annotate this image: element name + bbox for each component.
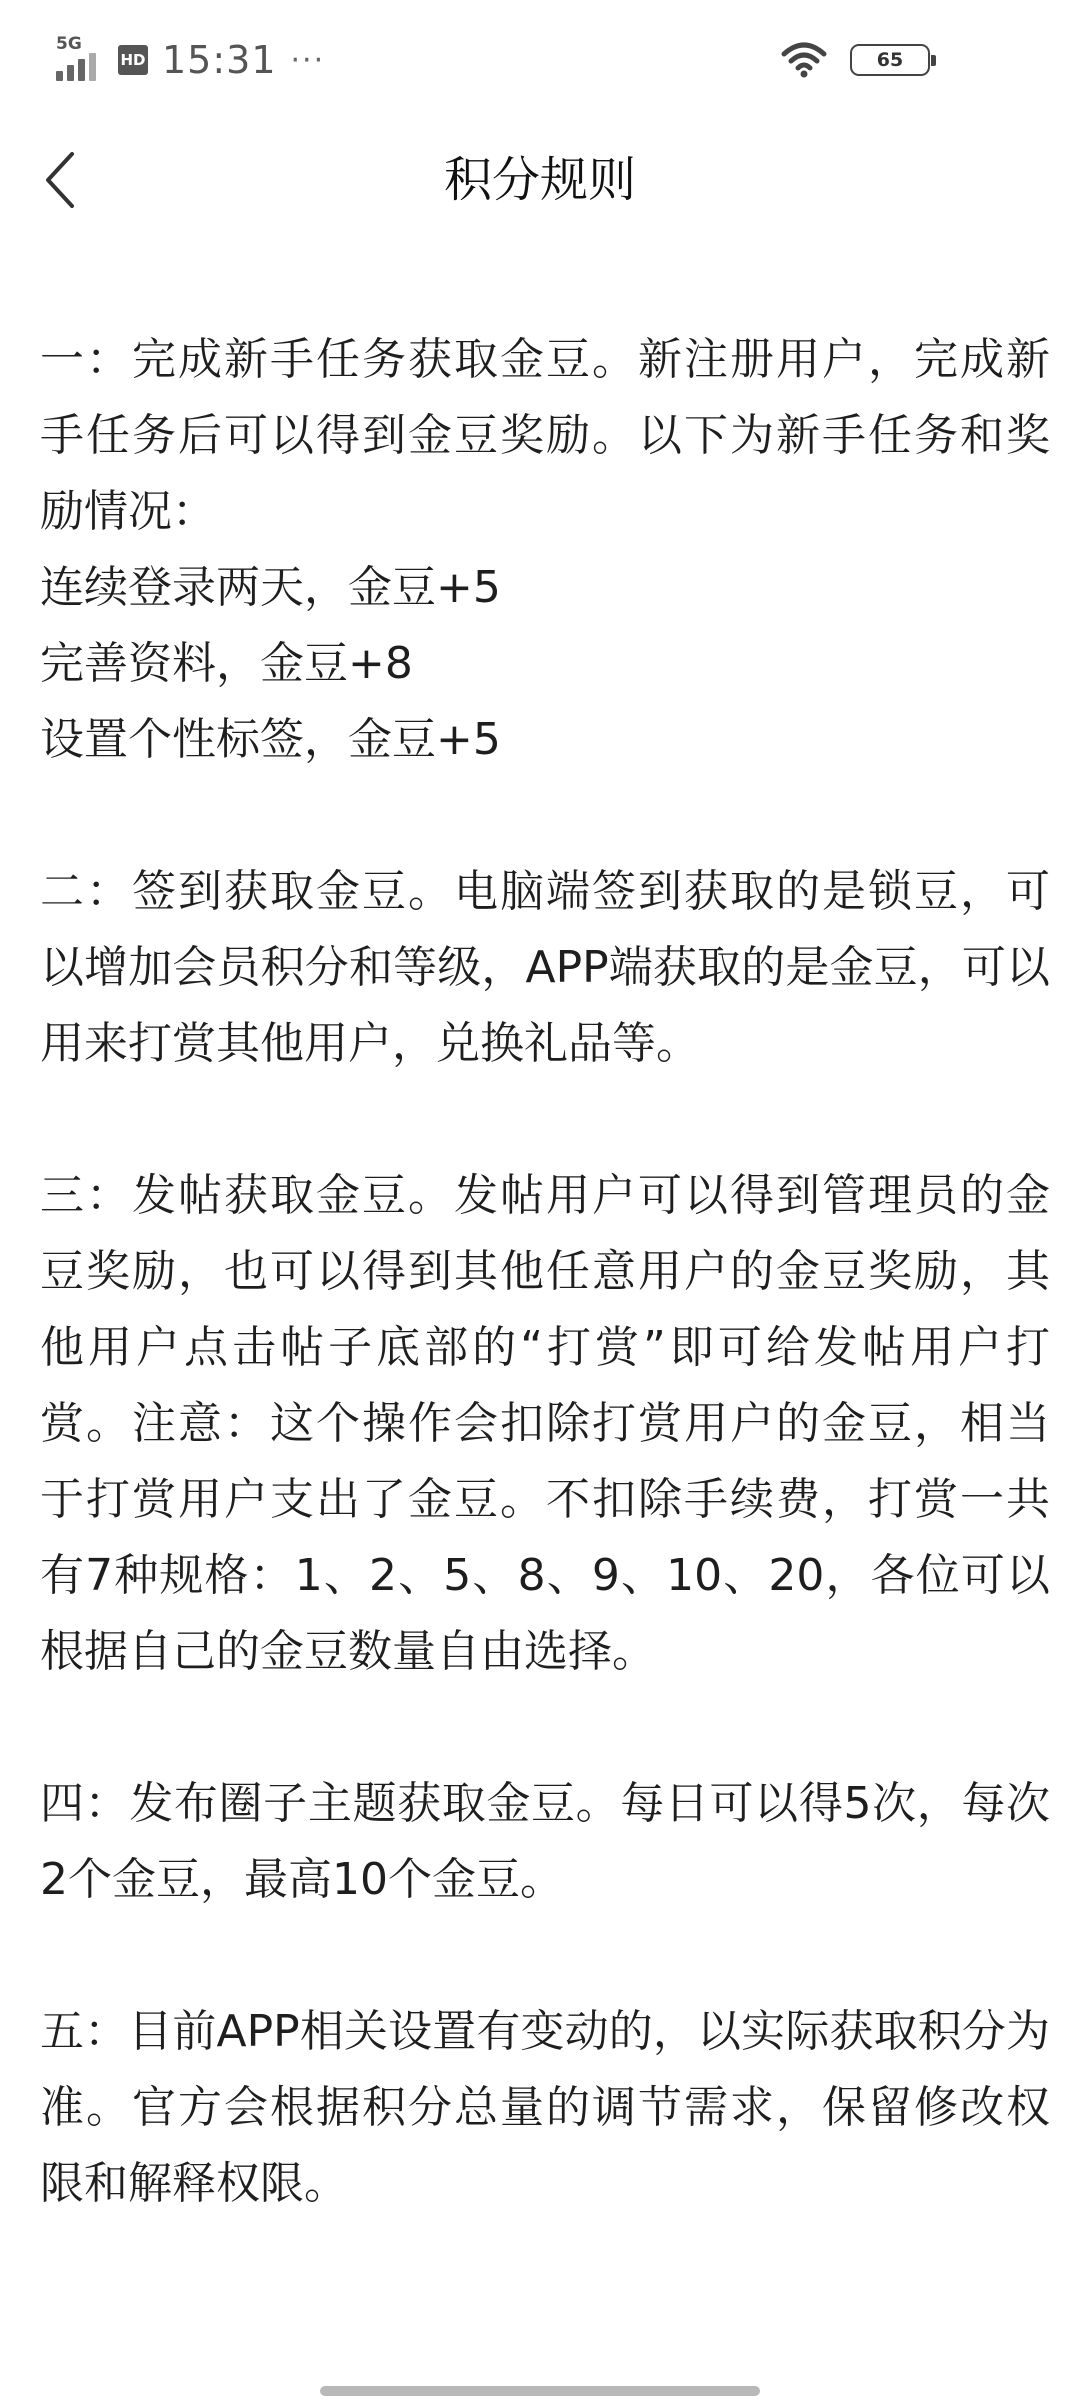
section-spacer xyxy=(40,778,1050,854)
battery-icon xyxy=(850,44,930,76)
rules-content xyxy=(40,322,1050,2222)
home-indicator[interactable] xyxy=(320,2386,760,2396)
section-spacer xyxy=(40,1082,1050,1158)
rule-section-4: 四：发布圈子主题获取金豆。每日可以得5次，每次2个金豆，最高10个金豆。 xyxy=(40,1778,1050,1905)
rule-section-1-intro: 一：完成新手任务获取金豆。新注册用户，完成新手任务后可以得到金豆奖励。以下为新手任务和奖励情况： xyxy=(40,334,1050,537)
status-bar xyxy=(0,0,1080,120)
battery-level: 65 xyxy=(876,49,904,71)
rule-section-3: 三：发帖获取金豆。发帖用户可以得到管理员的金豆奖励，也可以得到其他任意用户的金豆奖励，其他用户点击帖子底部的“打赏”即可给发帖用户打赏。注意：这个操作会扣除打赏用户的金豆，相当于打赏用户支出了金豆。不扣除手续费，打赏一共有7种规格：1、2、5、8、9、10、20，各位可以根据自己的金豆数量自由选择。 xyxy=(40,1170,1050,1677)
nav-bar xyxy=(0,120,1080,240)
status-bar-right xyxy=(780,38,930,82)
rule-section-1-item: 设置个性标签，金豆+5 xyxy=(40,714,501,765)
rule-section-5: 五：目前APP相关设置有变动的，以实际获取积分为准。官方会根据积分总量的调节需求，保留修改权限和解释权限。 xyxy=(40,2006,1050,2209)
network-type: 5G xyxy=(56,34,82,54)
section-spacer xyxy=(40,1690,1050,1766)
hd-icon: HD xyxy=(118,45,148,75)
rule-section-1-item: 连续登录两天，金豆+5 xyxy=(40,562,501,613)
more-notifications-icon: ··· xyxy=(290,42,326,78)
page-title: 积分规则 xyxy=(443,152,636,208)
wifi-icon xyxy=(780,40,828,80)
cellular-signal-icon xyxy=(56,35,104,85)
section-spacer xyxy=(40,1918,1050,1994)
rule-section-1-item: 完善资料，金豆+8 xyxy=(40,638,413,689)
rule-section-2: 二：签到获取金豆。电脑端签到获取的是锁豆，可以增加会员积分和等级，APP端获取的是金豆，可以用来打赏其他用户，兑换礼品等。 xyxy=(40,866,1050,1069)
status-time: 15:31 xyxy=(162,38,277,82)
status-bar-left xyxy=(56,30,325,90)
